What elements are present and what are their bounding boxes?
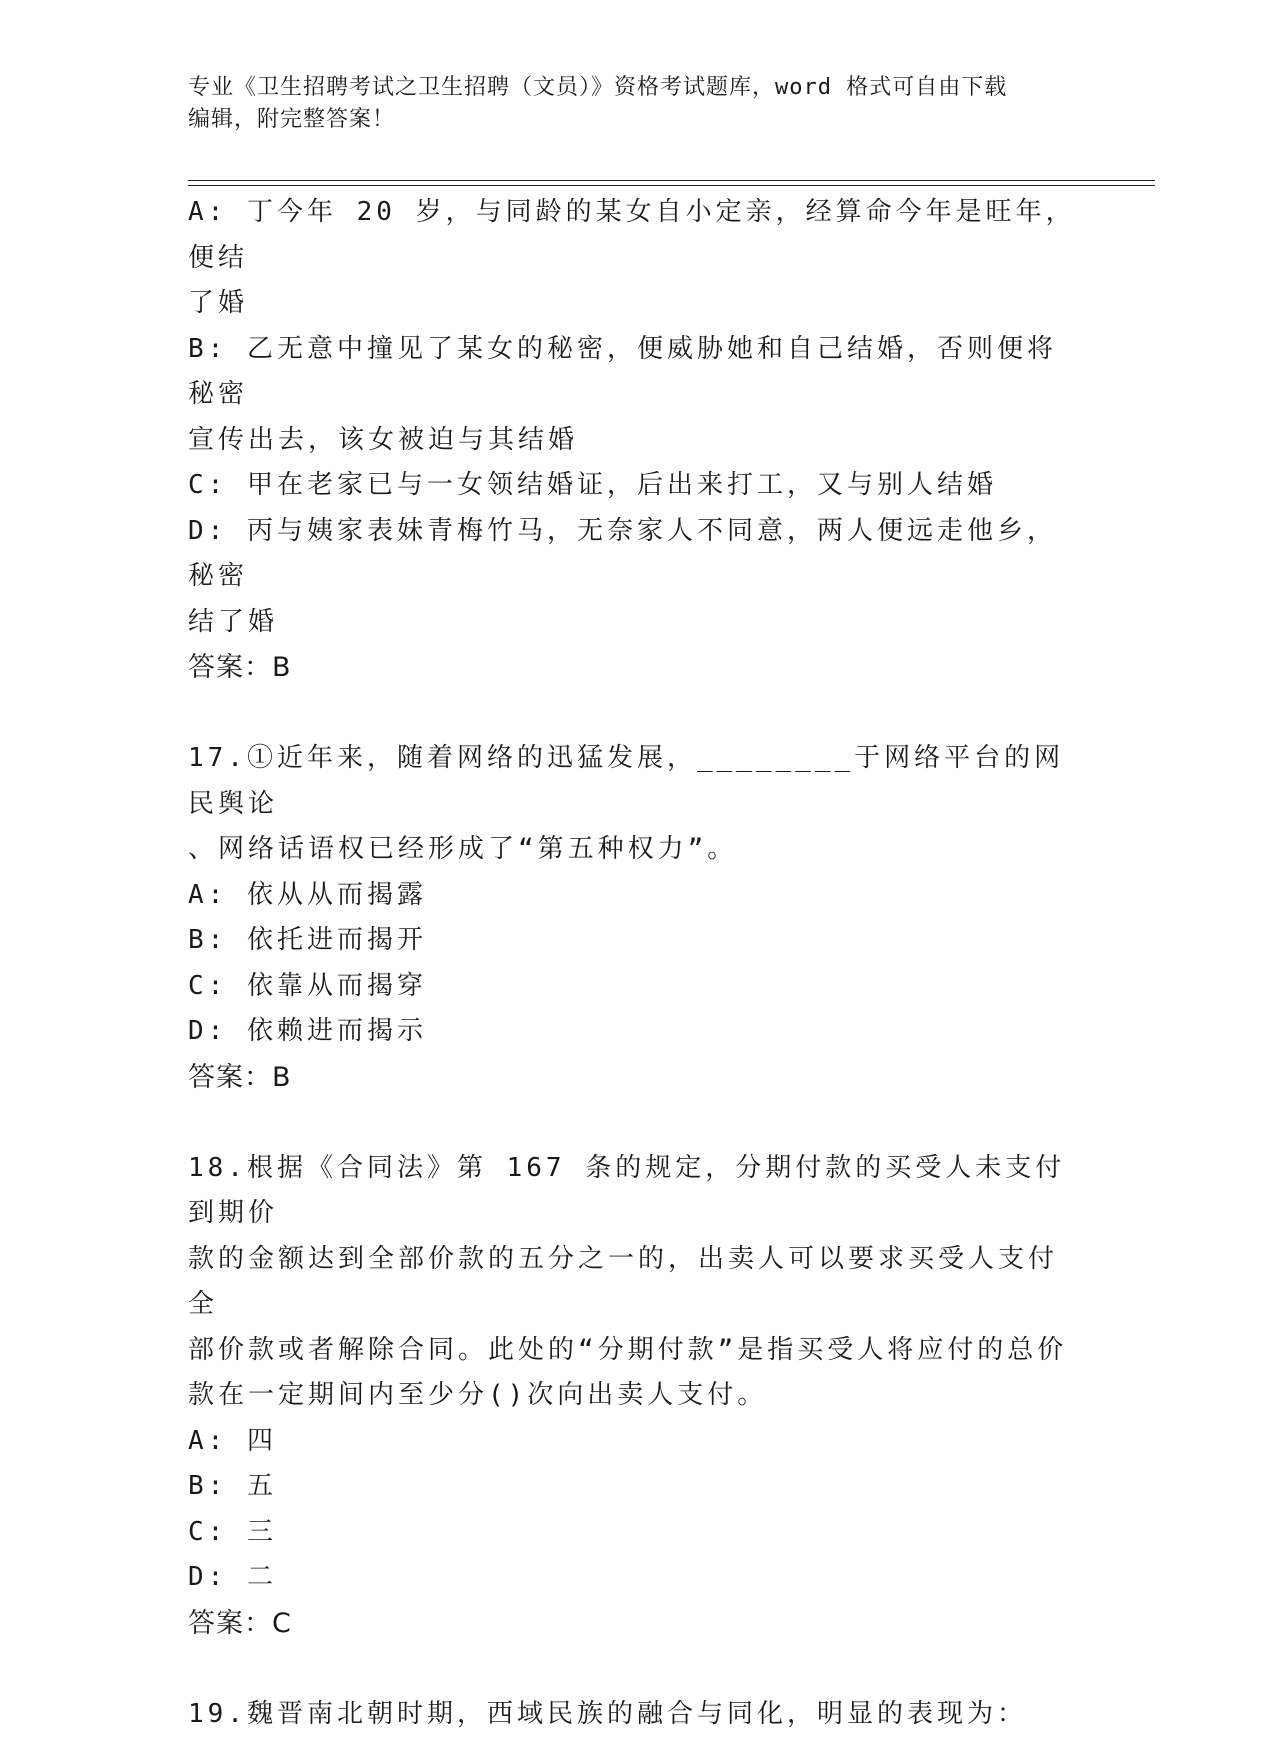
question-stem: 19.魏晋南北朝时期，西域民族的融合与同化，明显的表现为：	[188, 1692, 1078, 1737]
option-b	[188, 918, 1078, 964]
option-label: D:	[188, 1016, 227, 1046]
option-label: A:	[188, 1426, 227, 1456]
option-text: 依靠从而揭穿	[247, 971, 427, 1001]
spacer	[188, 691, 1078, 737]
option-a	[188, 873, 1078, 919]
option-c	[188, 463, 1078, 509]
question-stem: 、网络话语权已经形成了“第五种权力”。	[188, 827, 1078, 873]
option-label: C:	[188, 971, 227, 1001]
option-text-continued: 了婚	[188, 281, 1078, 327]
option-text: 依托进而揭开	[247, 925, 427, 955]
question-19	[188, 1692, 1078, 1737]
option-label: D:	[188, 516, 227, 546]
option-a	[188, 1419, 1078, 1465]
question-stem: 款的金额达到全部价款的五分之一的，出卖人可以要求买受人支付全	[188, 1237, 1078, 1328]
option-label: D:	[188, 1562, 227, 1592]
document-header	[188, 72, 1068, 136]
question-stem: 17.①近年来，随着网络的迅猛发展，________于网络平台的网民舆论	[188, 736, 1078, 827]
header-line-2: 编辑，附完整答案！	[188, 104, 1068, 136]
option-text: 丁今年 20 岁，与同龄的某女自小定亲，经算命今年是旺年，便结	[188, 197, 1076, 273]
answer-line: 答案：C	[188, 1601, 1078, 1647]
option-text: 四	[247, 1426, 277, 1456]
option-text: 五	[247, 1471, 277, 1501]
answer-line: 答案：B	[188, 1055, 1078, 1101]
option-b	[188, 1464, 1078, 1510]
option-label: B:	[188, 1471, 227, 1501]
option-label: B:	[188, 334, 227, 364]
question-stem: 18.根据《合同法》第 167 条的规定，分期付款的买受人未支付到期价	[188, 1146, 1078, 1237]
option-text: 甲在老家已与一女领结婚证，后出来打工，又与别人结婚	[247, 470, 997, 500]
option-b	[188, 327, 1078, 464]
question-16	[188, 190, 1078, 691]
option-label: A:	[188, 880, 227, 910]
option-label: A:	[188, 197, 227, 227]
option-label: B:	[188, 925, 227, 955]
option-a	[188, 190, 1078, 327]
question-17	[188, 736, 1078, 1100]
option-text: 三	[247, 1517, 277, 1547]
option-c	[188, 964, 1078, 1010]
question-stem: 部价款或者解除合同。此处的“分期付款”是指买受人将应付的总价	[188, 1328, 1078, 1374]
option-text: 丙与姨家表妹青梅竹马，无奈家人不同意，两人便远走他乡，秘密	[188, 516, 1057, 592]
option-label: C:	[188, 1517, 227, 1547]
option-text-continued: 结了婚	[188, 600, 1078, 646]
option-text: 乙无意中撞见了某女的秘密，便威胁她和自己结婚，否则便将秘密	[188, 334, 1057, 410]
option-d	[188, 1555, 1078, 1601]
spacer	[188, 1100, 1078, 1146]
option-text: 二	[247, 1562, 277, 1592]
option-text-continued: 宣传出去，该女被迫与其结婚	[188, 418, 1078, 464]
option-text: 依从从而揭露	[247, 880, 427, 910]
option-d	[188, 509, 1078, 646]
question-18	[188, 1146, 1078, 1647]
option-c	[188, 1510, 1078, 1556]
header-divider-bottom	[188, 185, 1155, 186]
spacer	[188, 1646, 1078, 1692]
question-stem: 款在一定期间内至少分()次向出卖人支付。	[188, 1373, 1078, 1419]
header-divider-top	[188, 180, 1155, 181]
option-label: C:	[188, 470, 227, 500]
header-line-1: 专业《卫生招聘考试之卫生招聘（文员）》资格考试题库，word 格式可自由下载	[188, 72, 1068, 104]
answer-line: 答案：B	[188, 645, 1078, 691]
question-list	[188, 190, 1078, 1737]
option-text: 依赖进而揭示	[247, 1016, 427, 1046]
option-d	[188, 1009, 1078, 1055]
